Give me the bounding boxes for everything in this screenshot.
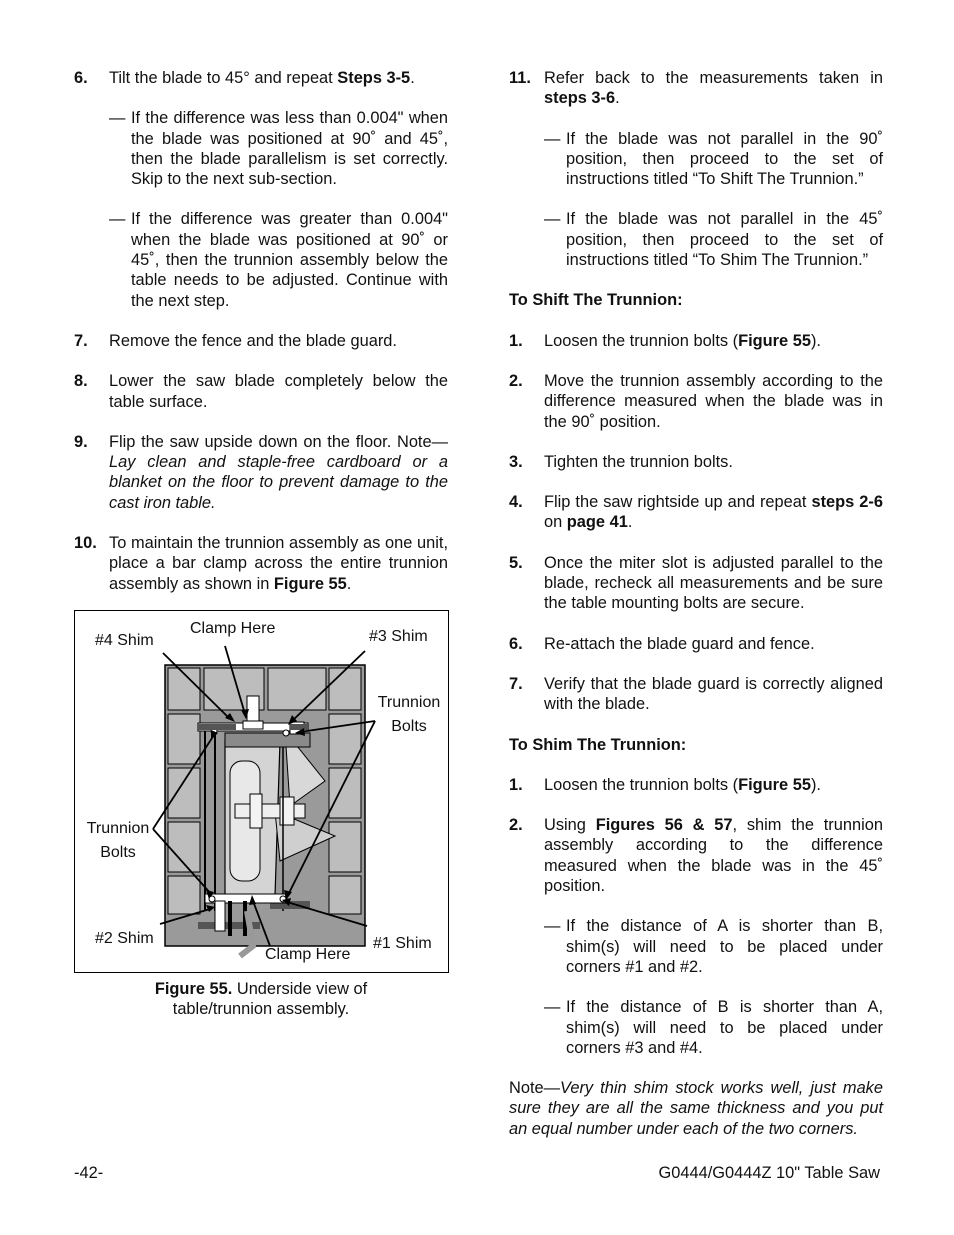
left-column (74, 68, 448, 1020)
step-9: 9. Flip the saw upside down on the floor. Note—Lay clean and staple-free cardboard or a blanket on the floor to prevent damage to the cast iron table. (74, 432, 448, 512)
clamp-top-graphic (247, 696, 259, 724)
label-clamp-here-top: Clamp Here (190, 619, 276, 637)
label-shim-3: #3 Shim (369, 627, 428, 645)
label-trunnion-bolts-left: Trunnion Bolts (86, 819, 150, 861)
footer-model: G0444/G0444Z 10" Table Saw (658, 1164, 880, 1182)
figure-caption: Figure 55. Underside view of table/trunnion assembly. (154, 979, 368, 1019)
step-7: 7. Remove the fence and the blade guard. (74, 331, 397, 350)
label-shim-1: #1 Shim (373, 934, 432, 952)
shift-step-4: 4. Flip the saw rightside up and repeat steps 2-6 on page 41. (509, 493, 883, 532)
step-11-sub-1: — If the blade was not parallel in the 90˚ position, then proceed to the set of instructions titled “To Shift The Trunnion.” (544, 129, 883, 189)
page-number: -42- (74, 1164, 104, 1182)
heading-shift-trunnion: To Shift The Trunnion: (509, 291, 683, 310)
shim-step-2: 2. Using Figures 56 & 57, shim the trunnion assembly according to the difference measured when the blade was in the 45˚ position. (509, 816, 883, 896)
shift-step-1: 1. Loosen the trunnion bolts (Figure 55). (509, 331, 821, 350)
step-8: 8. Lower the saw blade completely below the table surface. (74, 372, 448, 411)
shim-note: Note—Very thin shim stock works well, just make sure they are all the same thickness and you put an equal number under each of the two corners. (509, 1079, 883, 1138)
shift-step-6: 6. Re-attach the blade guard and fence. (509, 634, 815, 653)
heading-shim-trunnion: To Shim The Trunnion: (509, 735, 687, 754)
label-clamp-here-bottom: Clamp Here (265, 945, 351, 963)
step-6-sub-2: — If the difference was greater than 0.004" when the blade was positioned at 90˚ or 45˚, then the trunnion assembly below the table needs to be adjusted. Continue with the next step. (109, 210, 448, 310)
label-trunnion-bolts-right: Trunnion Bolts (377, 693, 441, 735)
figure-55 (74, 610, 449, 973)
shift-step-7: 7. Verify that the blade guard is correctly aligned with the blade. (509, 674, 883, 714)
trunnion-diagram (75, 611, 448, 972)
label-shim-2: #2 Shim (95, 929, 154, 947)
step-number: 6. (74, 69, 88, 87)
step-11: 11. Refer back to the measurements taken in steps 3-6. (509, 69, 883, 108)
step-11-sub-2: — If the blade was not parallel in the 45˚ position, then proceed to the set of instructions titled “To Shim The Trunnion.” (544, 210, 883, 270)
step-6: 6. Tilt the blade to 45° and repeat Steps 3-5. (74, 69, 415, 87)
label-shim-4: #4 Shim (95, 631, 154, 649)
shim-step-2-sub-2: — If the distance of B is shorter than A, shim(s) will need to be placed under corners #3 and #4. (544, 998, 883, 1057)
shim-step-1: 1. Loosen the trunnion bolts (Figure 55). (509, 775, 821, 794)
right-column (509, 68, 883, 1159)
shim-4-graphic (198, 724, 236, 730)
shift-step-5: 5. Once the miter slot is adjusted parallel to the blade, recheck all measurements and be sure the table mounting bolts are secure. (509, 553, 883, 613)
shift-step-3: 3. Tighten the trunnion bolts. (509, 452, 733, 471)
step-10: 10. To maintain the trunnion assembly as one unit, place a bar clamp across the entire trunnion assembly as shown in Figure 55. (74, 534, 448, 593)
step-6-sub-1: — If the difference was less than 0.004" when the blade was positioned at 90˚ and 45˚, then the blade parallelism is set correctly. Skip to the next sub-section. (109, 109, 448, 189)
shim-step-2-sub-1: — If the distance of A is shorter than B, shim(s) will need to be placed under corners #1 and #2. (544, 917, 883, 976)
shift-step-2: 2. Move the trunnion assembly according to the difference measured when the blade was in the 90˚ position. (509, 371, 883, 431)
shim-3-graphic (290, 724, 308, 730)
